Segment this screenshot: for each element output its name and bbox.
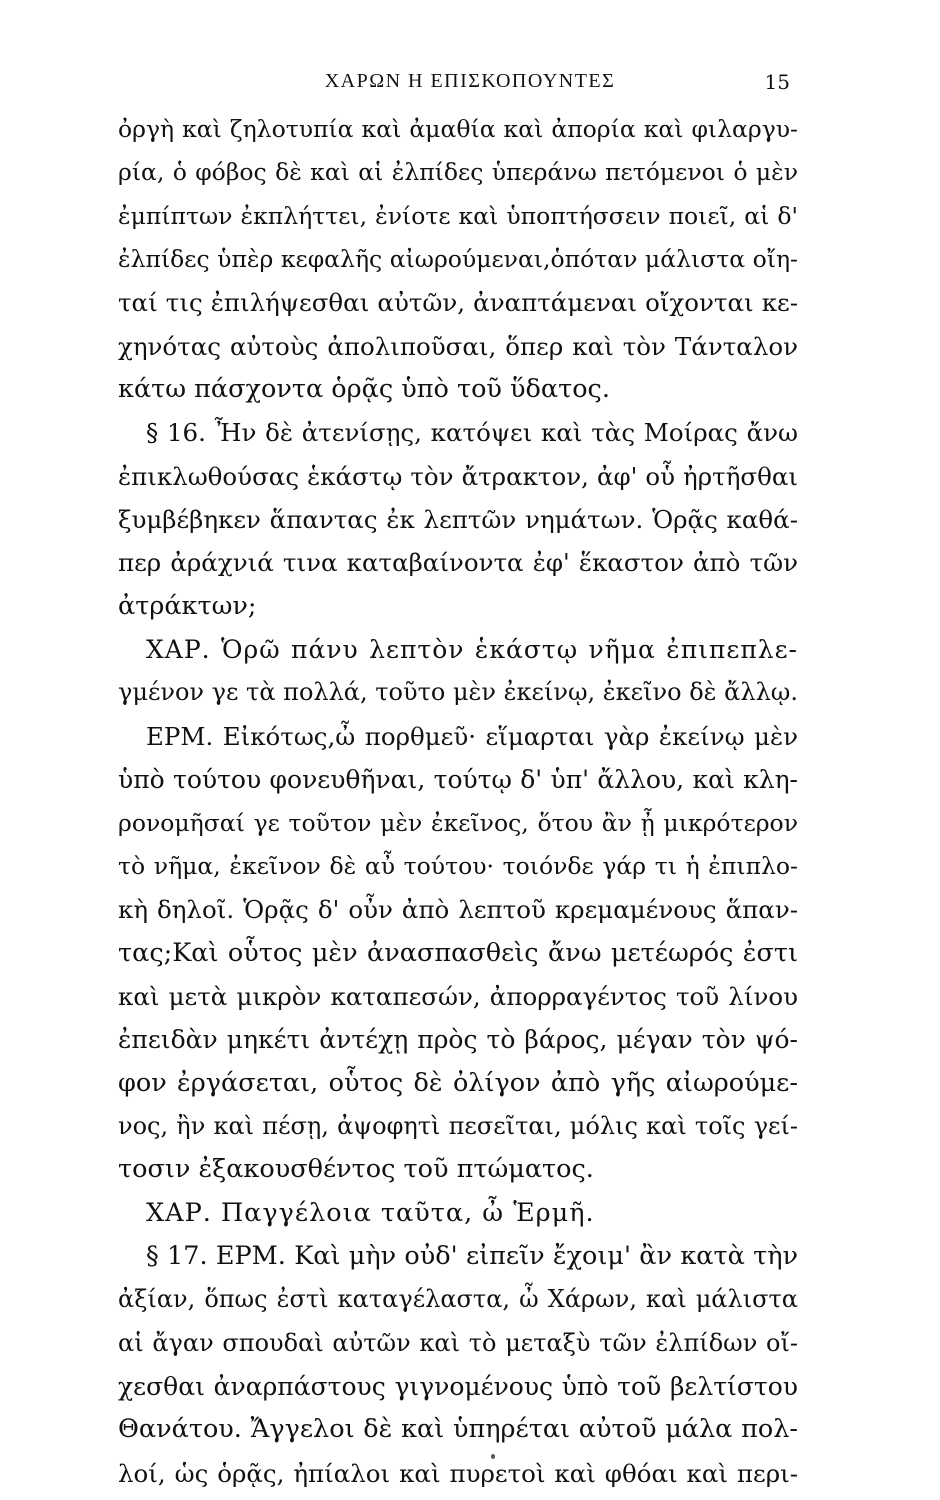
text-line: κὴ δηλοῖ. Ὁρᾷς δ' οὖν ἀπὸ λεπτοῦ κρεμαμένους ἅπαν- [118, 895, 798, 925]
text-line: χεσθαι ἀναρπάστους γιγνομένους ὑπὸ τοῦ βελτίστου [118, 1371, 798, 1401]
text-line: χηνότας αὐτοὺς ἀπολιποῦσαι, ὅπερ καὶ τὸν Τάνταλον [118, 331, 798, 361]
text-line: τας;Καὶ οὗτος μὲν ἀνασπασθεὶς ἄνω μετέωρός ἐστι [118, 937, 798, 968]
text-line: νος, ἢν καὶ πέσῃ, ἀψοφητὶ πεσεῖται, μόλις καὶ τοῖς γεί- [118, 1111, 798, 1140]
text-line: ὀργὴ καὶ ζηλοτυπία καὶ ἀμαθία καὶ ἀπορία καὶ φιλαργυ- [118, 115, 798, 143]
text-line: καὶ μετὰ μικρὸν καταπεσών, ἀπορραγέντος τοῦ λίνου [118, 981, 798, 1011]
text-line: γμένον γε τὰ πολλά, τοῦτο μὲν ἐκείνῳ, ἐκεῖνο δὲ ἄλλῳ. [118, 678, 798, 707]
print-speck [491, 1454, 495, 1459]
text-line: ταί τις ἐπιλήψεσθαι αὐτῶν, ἀναπτάμεναι οἴχονται κε- [118, 288, 798, 318]
text-line: ξυμβέβηκεν ἅπαντας ἐκ λεπτῶν νημάτων. Ὁρᾷς καθά- [118, 505, 798, 535]
body-text [118, 108, 798, 1495]
text-line: ρία, ὁ φόβος δὲ καὶ αἱ ἐλπίδες ὑπεράνω πετόμενοι ὁ μὲν [118, 158, 798, 187]
text-line: αἱ ἄγαν σπουδαὶ αὐτῶν καὶ τὸ μεταξὺ τῶν ἐλπίδων οἴ- [118, 1328, 798, 1357]
page-number: 15 [764, 70, 790, 94]
section-17-start: § 17. ΕΡΜ. Καὶ μὴν οὐδ' εἰπεῖν ἔχοιμ' ἂν κατὰ τὴν [146, 1240, 798, 1271]
page-header [150, 70, 790, 100]
text-line: ὑπὸ τούτου φονευθῆναι, τούτῳ δ' ὑπ' ἄλλου, καὶ κλη- [118, 765, 798, 795]
text-line: ἐπειδὰν μηκέτι ἀντέχῃ πρὸς τὸ βάρος, μέγαν τὸν ψό- [118, 1025, 798, 1055]
text-line: λοί, ὡς ὁρᾷς, ἠπίαλοι καὶ πυρετοὶ καὶ φθόαι καὶ περι- [118, 1458, 798, 1488]
text-line: τὸ νῆμα, ἐκεῖνον δὲ αὖ τούτου· τοιόνδε γάρ τι ἡ ἐπιπλο- [118, 851, 798, 880]
text-line: Θανάτου. Ἄγγελοι δὲ καὶ ὑπηρέται αὐτοῦ μάλα πολ- [118, 1414, 798, 1445]
text-line: ἐλπίδες ὑπὲρ κεφαλῆς αἰωρούμεναι,ὁπόταν μάλιστα οἴη- [118, 245, 798, 274]
text-line: ἐμπίπτων ἐκπλήττει, ἐνίοτε καὶ ὑποπτήσσειν ποιεῖ, αἱ δ' [118, 201, 798, 230]
text-line: κάτω πάσχοντα ὁρᾷς ὑπὸ τοῦ ὕδατος. [118, 374, 610, 405]
text-line: περ ἀράχνιά τινα καταβαίνοντα ἐφ' ἕκαστον ἀπὸ τῶν [118, 548, 798, 578]
text-line: ἐπικλωθούσας ἑκάστῳ τὸν ἄτρακτον, ἀφ' οὗ ἠρτῆσθαι [118, 461, 798, 491]
section-16-start: § 16. Ἦν δὲ ἀτενίσῃς, κατόψει καὶ τὰς Μοίρας ἄνω [146, 418, 798, 448]
running-title: ΧΑΡΩΝ Η ΕΠΙΣΚΟΠΟΥΝΤΕΣ [324, 70, 616, 92]
text-line: φον ἐργάσεται, οὗτος δὲ ὀλίγον ἀπὸ γῆς αἰωρούμε- [118, 1067, 798, 1098]
speaker-line-char: ΧΑΡ. Παγγέλοια ταῦτα, ὦ Ἑρμῆ. [146, 1197, 595, 1228]
speaker-line-herm: ΕΡΜ. Εἰκότως,ὦ πορθμεῦ· εἵμαρται γὰρ ἐκείνῳ μὲν [146, 721, 798, 751]
text-line: τοσιν ἐξακουσθέντος τοῦ πτώματος. [118, 1154, 594, 1185]
text-line: ἀτράκτων; [118, 590, 257, 621]
text-line: ἀξίαν, ὅπως ἐστὶ καταγέλαστα, ὦ Χάρων, καὶ μάλιστα [118, 1285, 798, 1314]
text-line: ρονομῆσαί γε τοῦτον μὲν ἐκεῖνος, ὅτου ἂν ᾖ μικρότερον [118, 808, 798, 837]
speaker-line-char: ΧΑΡ. Ὁρῶ πάνυ λεπτὸν ἑκάστῳ νῆμα ἐπιπεπλε- [146, 635, 798, 665]
